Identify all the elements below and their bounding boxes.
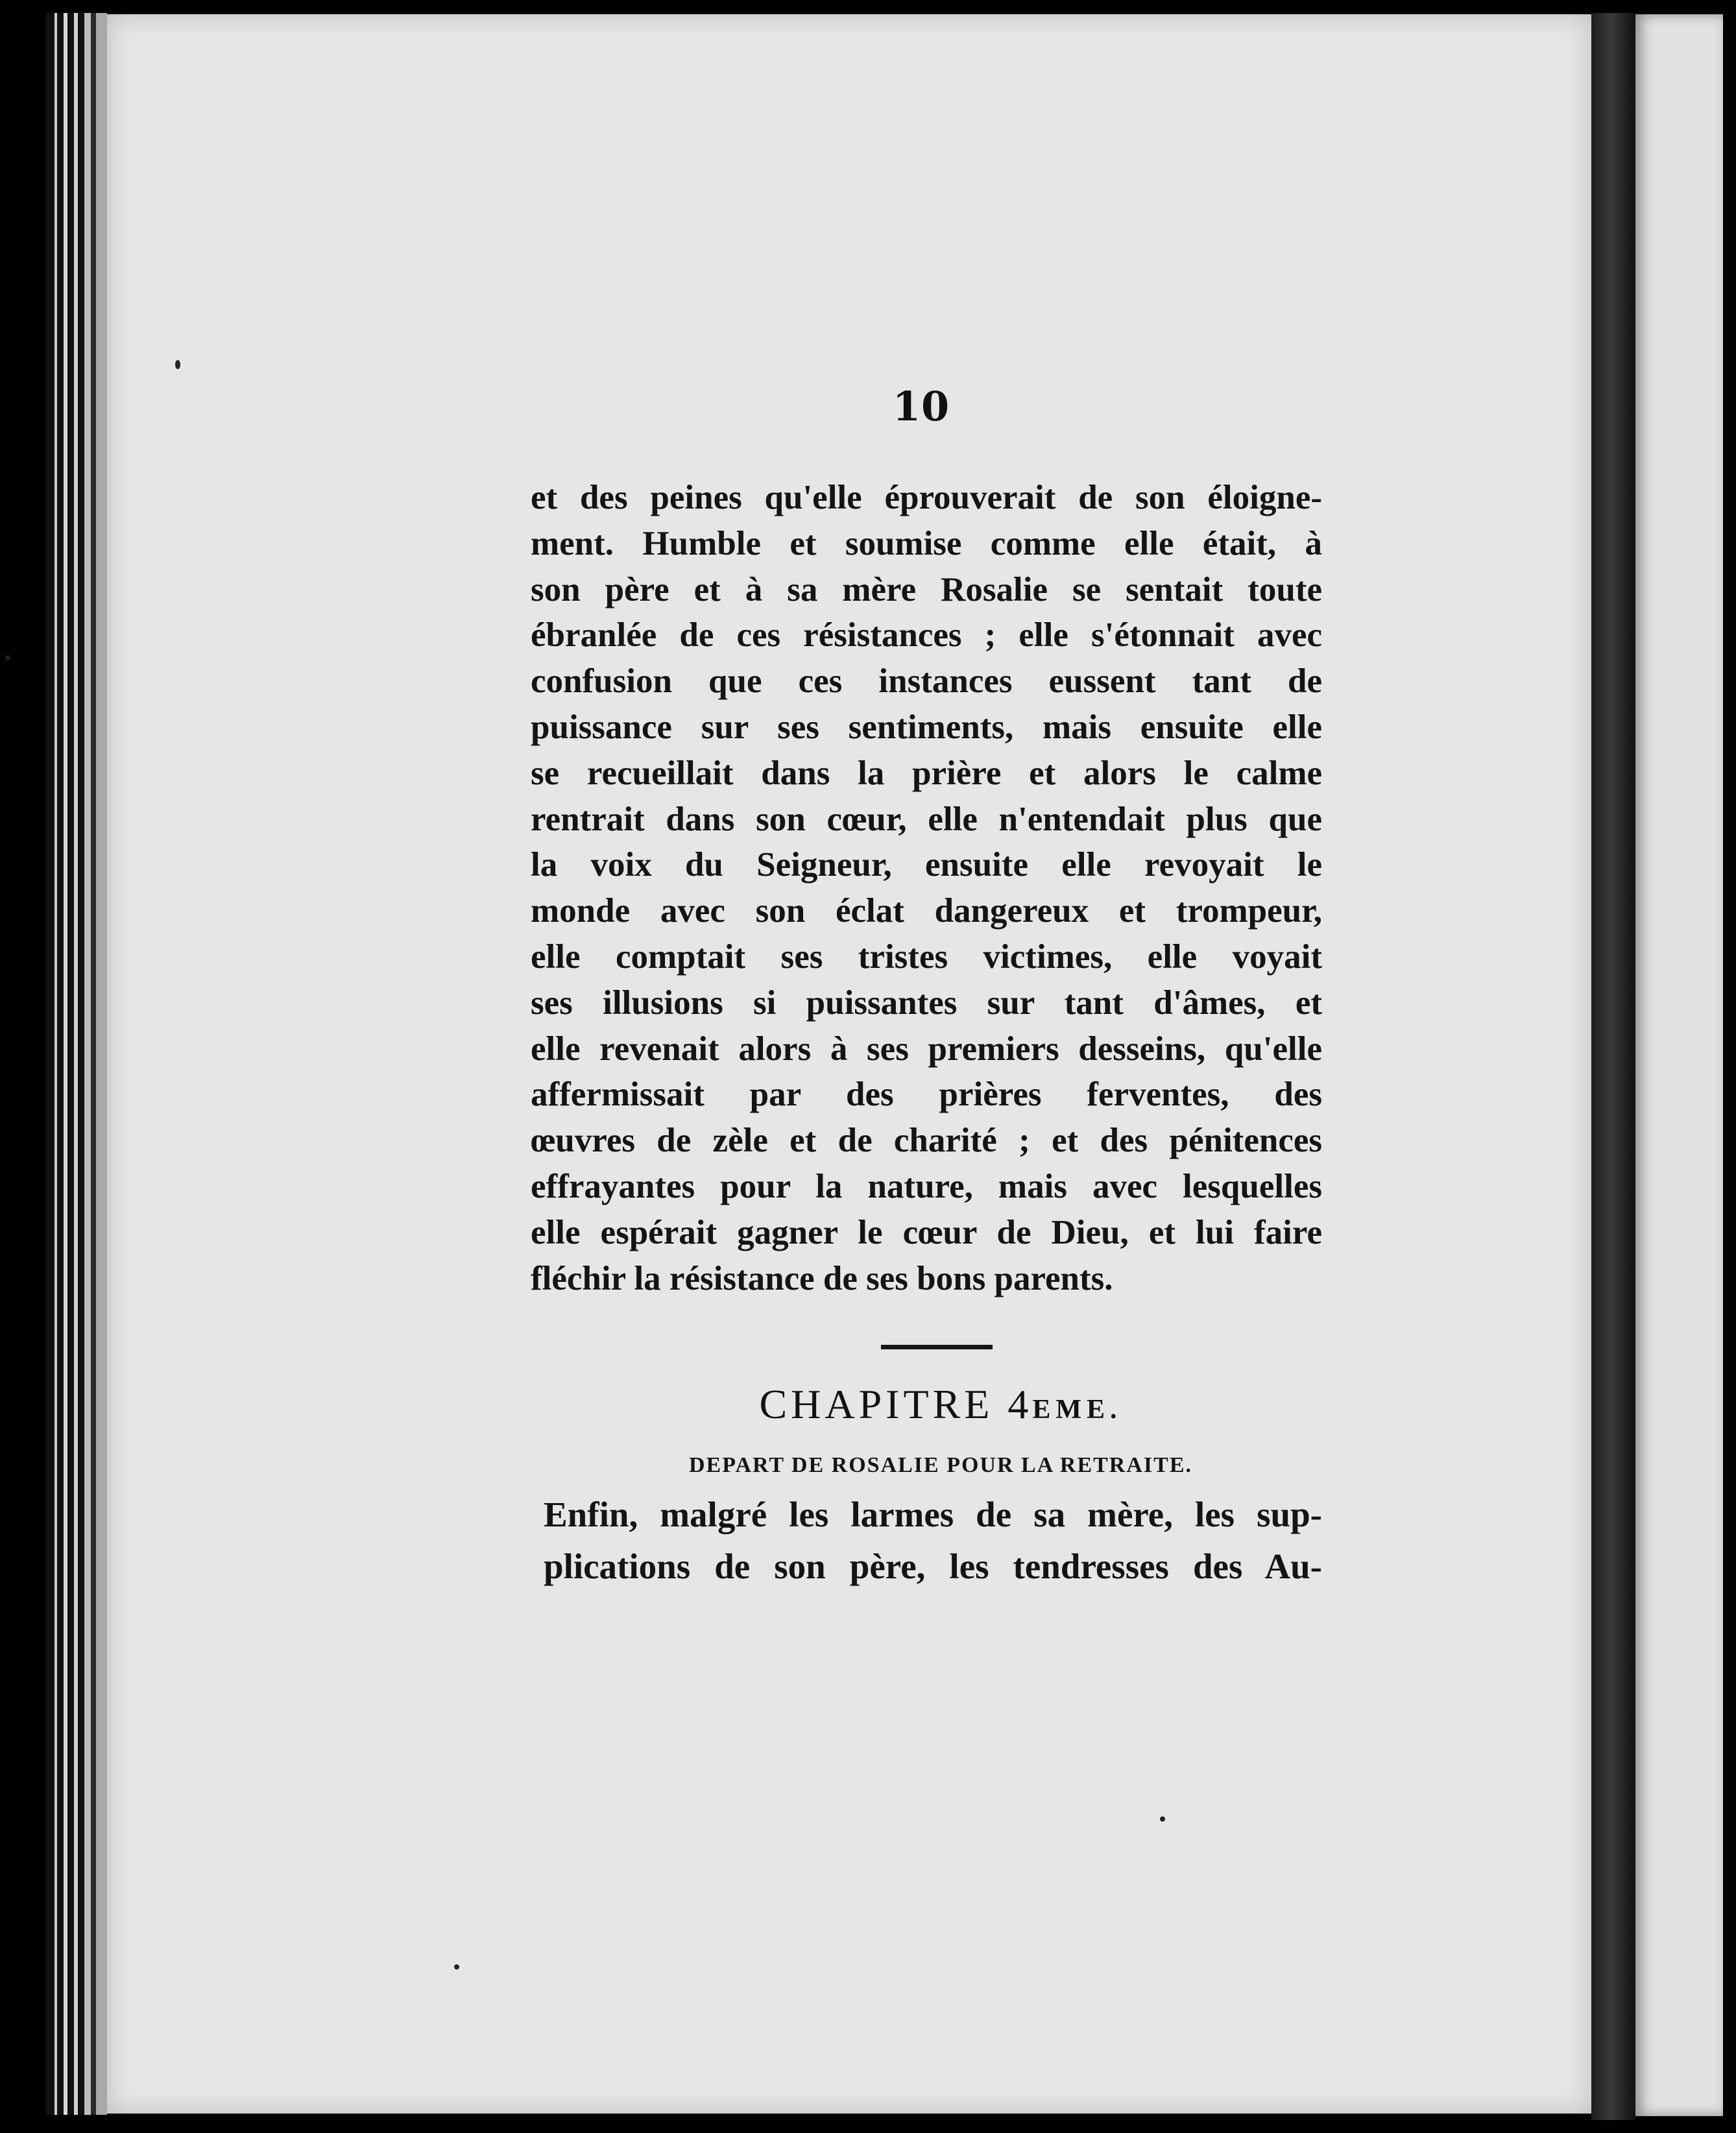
book-spine-edge [45, 13, 107, 2115]
text-line: affermissait par des prières ferventes, des [531, 1076, 1322, 1114]
text-line: puissance sur ses sentiments, mais ensuite elle [531, 708, 1322, 746]
paper-speck [5, 655, 10, 660]
text-line: confusion que ces instances eussent tant de [531, 662, 1322, 701]
text-line: se recueillait dans la prière et alors le calme [531, 754, 1322, 792]
text-line: plications de son père, les tendresses des Au- [544, 1547, 1322, 1586]
text-line: ment. Humble et soumise comme elle était, à [531, 524, 1322, 562]
text-line: ébranlée de ces résistances ; elle s'étonnait avec [531, 616, 1322, 655]
body-paragraph [531, 475, 1322, 1301]
section-divider [881, 1345, 993, 1349]
text-line: la voix du Seigneur, ensuite elle revoyait le [531, 846, 1322, 884]
text-line: et des peines qu'elle éprouverait de son éloigne- [531, 479, 1322, 516]
text-line: elle revenait alors à ses premiers desseins, qu'elle [531, 1030, 1322, 1068]
text-line: Enfin, malgré les larmes de sa mère, les sup- [544, 1495, 1322, 1534]
text-line: effrayantes pour la nature, mais avec lesquelles [531, 1167, 1322, 1205]
facing-page-edge [1635, 14, 1723, 2116]
chapter-paragraph [544, 1489, 1322, 1593]
chapter-heading [701, 1380, 1181, 1428]
paper-speck [454, 1964, 459, 1970]
paper-speck [1160, 1816, 1165, 1822]
paper-speck [175, 360, 180, 369]
text-line: rentrait dans son cœur, elle n'entendait plus que [531, 800, 1322, 838]
text-line: ses illusions si puissantes sur tant d'âmes, et [531, 983, 1322, 1022]
page-number: 10 [892, 383, 950, 430]
text-line: elle espérait gagner le cœur de Dieu, et lui faire [531, 1213, 1322, 1251]
text-line: œuvres de zèle et de charité ; et des pénitences [531, 1122, 1322, 1160]
text-line: fléchir la résistance de ses bons parents. [531, 1259, 1113, 1297]
page-gutter [1591, 13, 1635, 2120]
chapter-title: CHAPITRE 4 [759, 1381, 1033, 1427]
text-line: elle comptait ses tristes victimes, elle voyait [531, 937, 1322, 976]
text-line: monde avec son éclat dangereux et trompeur, [531, 892, 1322, 930]
text-line: son père et à sa mère Rosalie se sentait toute [531, 570, 1322, 609]
chapter-subtitle: DEPART DE ROSALIE POUR LA RETRAITE. [688, 1453, 1192, 1477]
chapter-title-suffix: EME. [1032, 1395, 1122, 1425]
